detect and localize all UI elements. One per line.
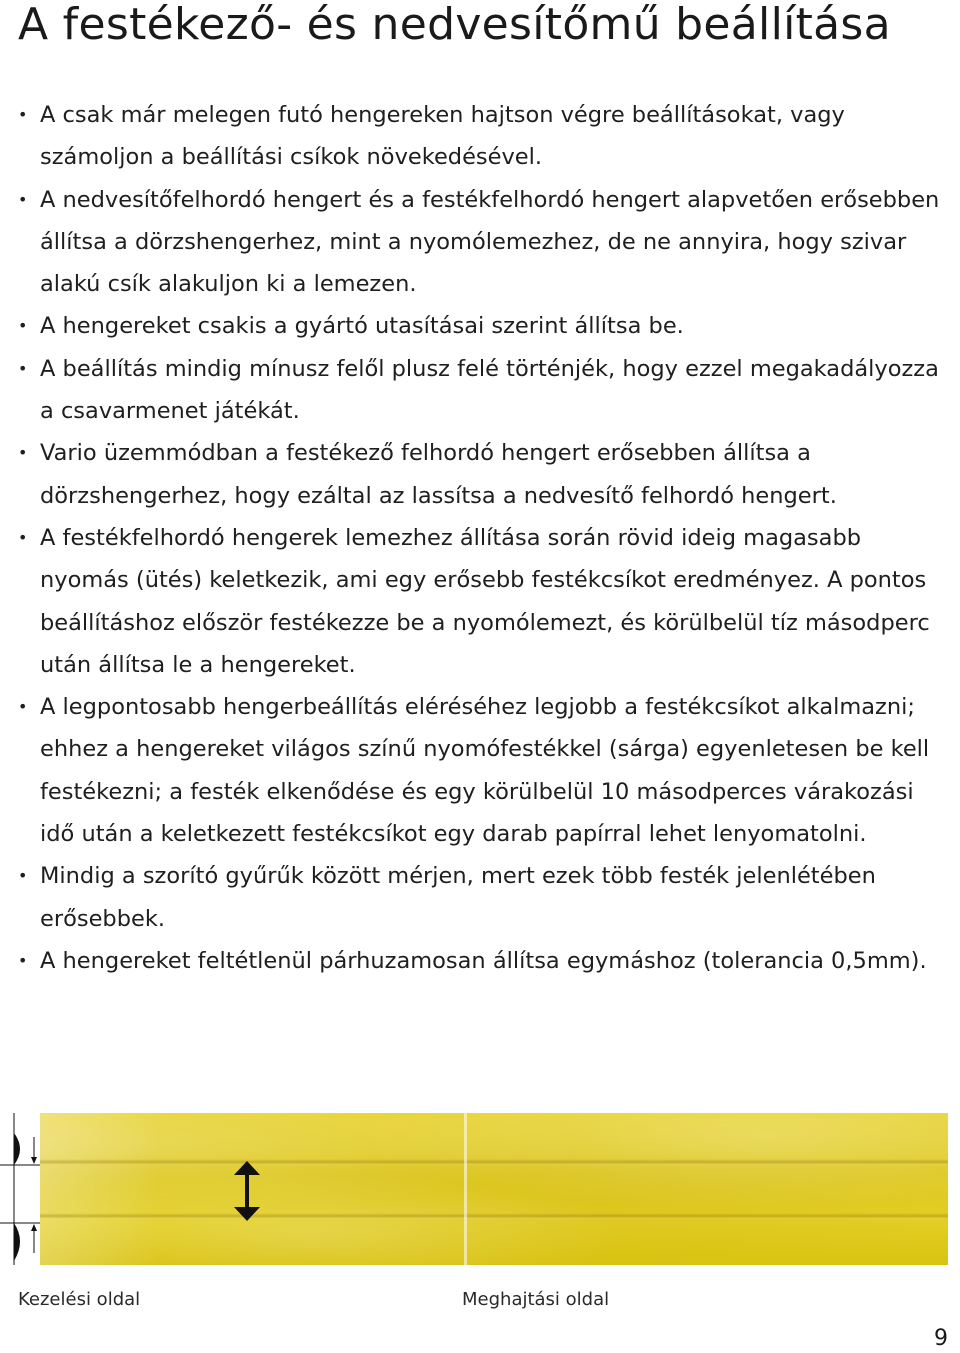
roller-profile-icon <box>0 1113 40 1265</box>
page-number: 9 <box>934 1326 948 1351</box>
double-arrow-icon <box>232 1161 262 1221</box>
ink-stripe-photo <box>40 1113 948 1265</box>
list-item: • A hengereket csakis a gyártó utasításai szerint állítsa be. <box>18 305 948 347</box>
stripe-edge <box>40 1213 948 1219</box>
operator-side-label: Kezelési oldal <box>18 1289 141 1310</box>
list-item: • A legpontosabb hengerbeállítás eléréséhez legjobb a festékcsíkot alkalmazni; ehhez a hengereket világos színű nyomófestékkel (sárga) egyenletesen be kell festékezni; a festék elkenődése és egy körülbelül 10 másodperces várakozási idő után a keletkezett festékcsíkot egy darab papírral lehet lenyomatolni. <box>18 686 948 855</box>
page-title: A festékező- és nedvesítőmű beállítása <box>18 0 891 50</box>
list-item: • A nedvesítőfelhordó hengert és a festékfelhordó hengert alapvetően erősebben állítsa a dörzshengerhez, mint a nyomólemezhez, de ne annyira, hogy szivar alakú csík alakuljon ki a lemezen. <box>18 179 948 306</box>
list-item: • A hengereket feltétlenül párhuzamosan állítsa egymáshoz (tolerancia 0,5mm). <box>18 940 948 982</box>
photo-highlight <box>40 1113 160 1265</box>
ink-stripe-figure <box>0 1113 948 1265</box>
stripe-edge <box>40 1159 948 1165</box>
list-item: • Vario üzemmódban a festékező felhordó hengert erősebben állítsa a dörzshengerhez, hogy ezáltal az lassítsa a nedvesítő felhordó hengert. <box>18 432 948 517</box>
drive-side-label: Meghajtási oldal <box>462 1289 610 1310</box>
list-item: • A festékfelhordó hengerek lemezhez állítása során rövid ideig magasabb nyomás (ütés) keletkezik, ami egy erősebb festékcsíkot eredményez. A pontos beállításhoz először festékezze be a nyomólemezt, és körülbelül tíz másodperc után állítsa le a hengereket. <box>18 517 948 686</box>
list-item: • A csak már melegen futó hengereken hajtson végre beállításokat, vagy számoljon a beállítási csíkok növekedésével. <box>18 94 948 179</box>
list-item: • Mindig a szorító gyűrűk között mérjen, mert ezek több festék jelenlétében erősebbek. <box>18 855 948 940</box>
photo-seam <box>464 1113 467 1265</box>
list-item: • A beállítás mindig mínusz felől plusz felé történjék, hogy ezzel megakadályozza a csavarmenet játékát. <box>18 348 948 433</box>
instruction-list <box>18 94 948 982</box>
